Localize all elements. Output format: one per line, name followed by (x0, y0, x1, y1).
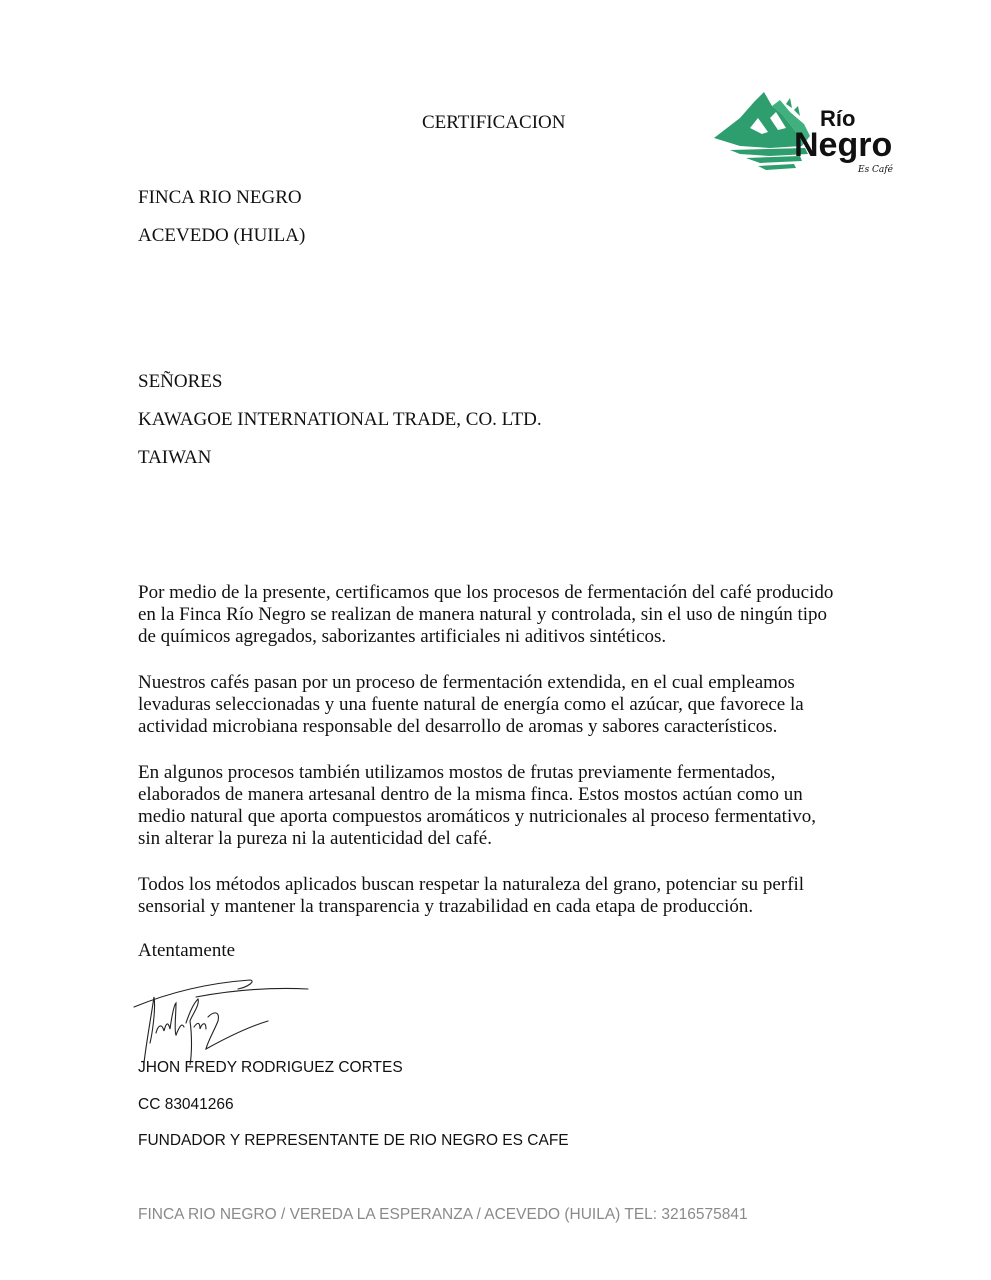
paragraph-line: sin alterar la pureza ni la autenticidad del café. (138, 828, 492, 849)
document-title: CERTIFICACION (422, 112, 566, 133)
paragraph-line: en la Finca Río Negro se realizan de manera natural y controlada, sin el uso de ningún tipo (138, 604, 828, 625)
logo-text-negro: Negro (794, 126, 893, 164)
rio-negro-logo (710, 88, 915, 180)
paragraph-line: elaborados de manera artesanal dentro de la misma finca. Estos mostos actúan como un (138, 784, 803, 805)
recipient-company: KAWAGOE INTERNATIONAL TRADE, CO. LTD. (138, 409, 542, 430)
paragraph-line: levaduras seleccionadas y una fuente natural de energía como el azúcar, que favorece la (138, 694, 804, 715)
logo-tagline: Es Café (858, 165, 893, 175)
signer-id: CC 83041266 (138, 1096, 234, 1113)
body-paragraph (138, 672, 868, 738)
paragraph-line: Nuestros cafés pasan por un proceso de fermentación extendida, en el cual empleamos (138, 672, 795, 693)
paragraph-line: En algunos procesos también utilizamos mostos de frutas previamente fermentados, (138, 762, 776, 783)
recipient-salutation: SEÑORES (138, 371, 223, 392)
logo-text-rio: Río (820, 106, 856, 131)
footer-address: FINCA RIO NEGRO / VEREDA LA ESPERANZA / ACEVEDO (HUILA) TEL: 3216575841 (138, 1206, 748, 1223)
paragraph-line: de químicos agregados, saborizantes artificiales ni aditivos sintéticos. (138, 626, 667, 647)
body-paragraph (138, 762, 868, 850)
paragraph-line: medio natural que aporta compuestos aromáticos y nutricionales al proceso fermentativo, (138, 806, 816, 827)
closing: Atentamente (138, 940, 236, 961)
paragraph-line: Todos los métodos aplicados buscan respetar la naturaleza del grano, potenciar su perfil (138, 874, 805, 895)
paragraph-line: Por medio de la presente, certificamos que los procesos de fermentación del café producido (138, 582, 834, 603)
paragraph-line: actividad microbiana responsable del desarrollo de aromas y sabores característicos. (138, 716, 778, 737)
handwritten-signature (128, 975, 318, 1065)
paragraph-line: sensorial y mantener la transparencia y trazabilidad en cada etapa de producción. (138, 896, 754, 917)
body-paragraph (138, 874, 868, 918)
sender-location: ACEVEDO (HUILA) (138, 225, 306, 246)
signer-role: FUNDADOR Y REPRESENTANTE DE RIO NEGRO ES CAFE (138, 1132, 569, 1149)
recipient-country: TAIWAN (138, 447, 212, 468)
signer-name: JHON FREDY RODRIGUEZ CORTES (138, 1059, 403, 1076)
body-paragraph (138, 582, 868, 648)
sender-name: FINCA RIO NEGRO (138, 187, 302, 208)
